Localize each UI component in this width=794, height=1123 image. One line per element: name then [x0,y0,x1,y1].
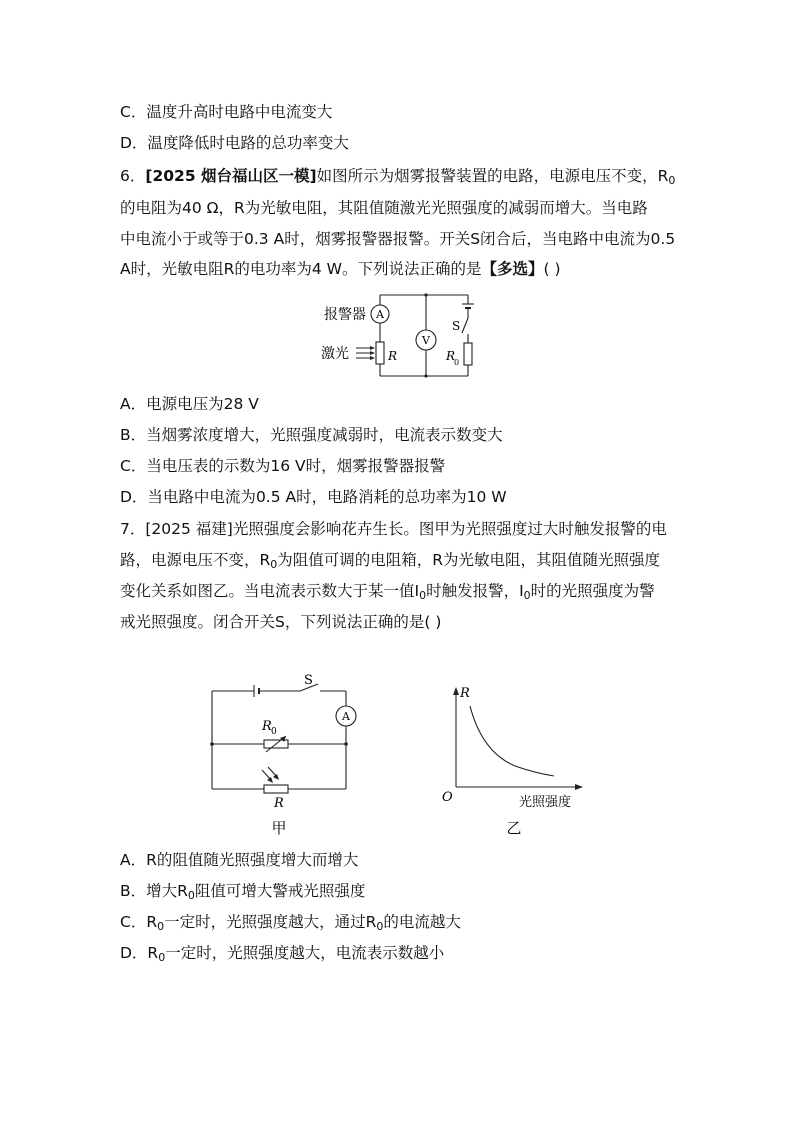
q7-stem-line4: 戒光照强度。闭合开关S，下列说法正确的是( ) [120,613,442,631]
q6-value: 40 Ω [182,199,219,217]
q7-r0-label: R [262,719,272,734]
q6-value: 0.5 [650,230,676,248]
q6-number: 6． [120,167,146,185]
q7-x-arrow [575,784,583,790]
q6-value: 4 W [311,260,343,278]
q7-opt-text: C．R [120,913,158,931]
q7-x-label: 光照强度 [519,795,572,810]
q7-switch-label: S [304,673,313,688]
q7-junction [344,742,348,746]
q6-text: 的电阻为 [120,199,183,217]
q6-r0-label: R [446,349,456,363]
q7-sub: 0 [270,558,278,571]
q7-arrow-head [273,774,279,780]
q6-value: 0.3 A [244,230,285,248]
q7-text: 路，电源电压不变，R [120,551,271,569]
q6-sub: 0 [668,174,676,187]
q7-text: 变化关系如图乙。当电流表示数大于某一值I [120,582,420,600]
q6-opt-text: A．电源电压为 [120,395,224,413]
q6-option-d [120,487,507,507]
q7-light-arrow [262,770,272,781]
q6-junction [424,374,427,377]
q6-text: 中电流小于或等于 [120,230,245,248]
q7-curve-guide [470,705,555,776]
q6-arrow-head [370,351,375,355]
q6-answer-paren: ( ) [543,260,561,278]
q7-text: 时触发报警，I [426,582,524,600]
q6-r0-sub: 0 [454,358,460,367]
q6-r-label: R [388,349,398,363]
q7-arrow-head [280,736,286,742]
q7-source: [2025 福建] [145,520,233,538]
q7-stem-line3 [120,581,655,606]
q6-switch-blade [462,318,468,333]
q7-r0-variable-arrow [266,736,286,752]
q7-option-c [120,912,461,937]
q6-opt-value: 16 V [270,457,306,475]
q7-switch-blade [300,684,318,691]
q7-stem-line1 [120,519,667,539]
q6-option-a [120,394,259,414]
q5-option-d: D．温度降低时电路的总功率变大 [120,134,349,152]
q6-value: A [120,260,131,278]
q7-option-d [120,943,444,968]
q6-stem-line2 [120,198,648,218]
q7-opt-text: 阻值可增大警戒光照强度 [194,882,366,900]
q6-text: 。下列说法正确的是 [342,260,482,278]
q6-arrow-head [370,346,375,350]
q7-sub: 0 [419,589,427,602]
q7-ammeter-label: A [342,710,350,723]
q6-laser-label: 激光 [321,346,349,362]
q7-r-curve [470,706,554,776]
q7-y-arrow [453,687,459,695]
q6-opt-value: 0.5 A [255,488,297,506]
q6-stem-line1 [120,166,675,191]
q6-opt-text: C．当电压表的示数为 [120,457,271,475]
q7-caption-jia: 甲 [271,819,287,837]
q7-light-arrow [268,767,278,778]
q6-opt-text: D．当电路中电流为 [120,488,256,506]
q6-arrow-head [370,356,375,360]
q6-text: ，R为光敏电阻，其阻值随激光光照强度的减弱而增大。当电路 [218,199,648,217]
q7-sub: 0 [523,589,531,602]
q6-source: [2025 烟台福山区一模] [145,167,317,185]
q6-stem-line3 [120,229,675,249]
q7-text: 时的光照强度为警 [530,582,655,600]
q6-alarm-label: 报警器 [324,307,366,323]
q6-stem-line4 [120,259,561,279]
q6-junction [424,293,427,296]
q7-text: 为阻值可调的电阻箱，R为光敏电阻，其阻值随光照强度 [277,551,661,569]
q7-junction [210,742,214,746]
q7-origin-label: O [442,790,453,805]
q7-r-label: R [274,796,284,811]
q7-arrow-head [267,777,273,783]
q7-text: 光照强度会影响花卉生长。图甲为光照强度过大时触发报警的电 [232,520,667,538]
q7-sub: 0 [187,889,195,902]
q7-caption-yi: 乙 [506,819,522,837]
q7-opt-text: 一定时，光照强度越大，通过R [164,913,377,931]
q6-photoresistor-r [376,342,384,364]
q7-sub: 0 [376,920,384,933]
q6-text: 时，烟雾报警器报警。开关S闭合后，当电路中电流为 [284,230,651,248]
q7-photoresistor-r [264,785,288,793]
q7-option-b [120,881,365,906]
q7-stem-line2 [120,550,660,575]
q5-option-c: C．温度升高时电路中电流变大 [120,103,333,121]
q7-resistor-r0 [264,740,288,748]
q7-y-label: R [460,686,470,701]
q6-opt-text: 时，烟雾报警器报警 [305,457,446,475]
q7-opt-text: 一定时，光照强度越大，电流表示数越小 [165,944,445,962]
q6-voltmeter-label: V [422,334,430,347]
q6-ammeter-label: A [376,308,384,321]
q6-switch-label: S [452,319,461,333]
q6-multi-select-tag: 【多选】 [481,260,544,278]
q7-option-a: A．R的阻值随光照强度增大而增大 [120,851,359,869]
q7-opt-text: 的电流越大 [383,913,461,931]
q6-opt-text: 时，电路消耗的总功率为 [296,488,467,506]
q7-r0-sub: 0 [271,727,277,737]
q6-option-c [120,456,445,476]
q6-resistor-r0 [464,343,472,365]
q7-opt-text: B．增大R [120,882,188,900]
q6-text: 如图所示为烟雾报警装置的电路，电源电压不变，R [316,167,669,185]
q6-ammeter [371,305,389,323]
q6-option-b: B．当烟雾浓度增大，光照强度减弱时，电流表示数变大 [120,426,503,444]
q7-ammeter [336,706,356,726]
q7-number: 7． [120,520,146,538]
q7-opt-text: D．R [120,944,159,962]
q6-opt-value: 10 W [466,488,507,506]
q6-voltmeter [416,330,436,350]
q7-sub: 0 [157,920,165,933]
q6-text: 时，光敏电阻R的电功率为 [130,260,312,278]
q7-sub: 0 [158,951,166,964]
q6-opt-value: 28 V [223,395,259,413]
